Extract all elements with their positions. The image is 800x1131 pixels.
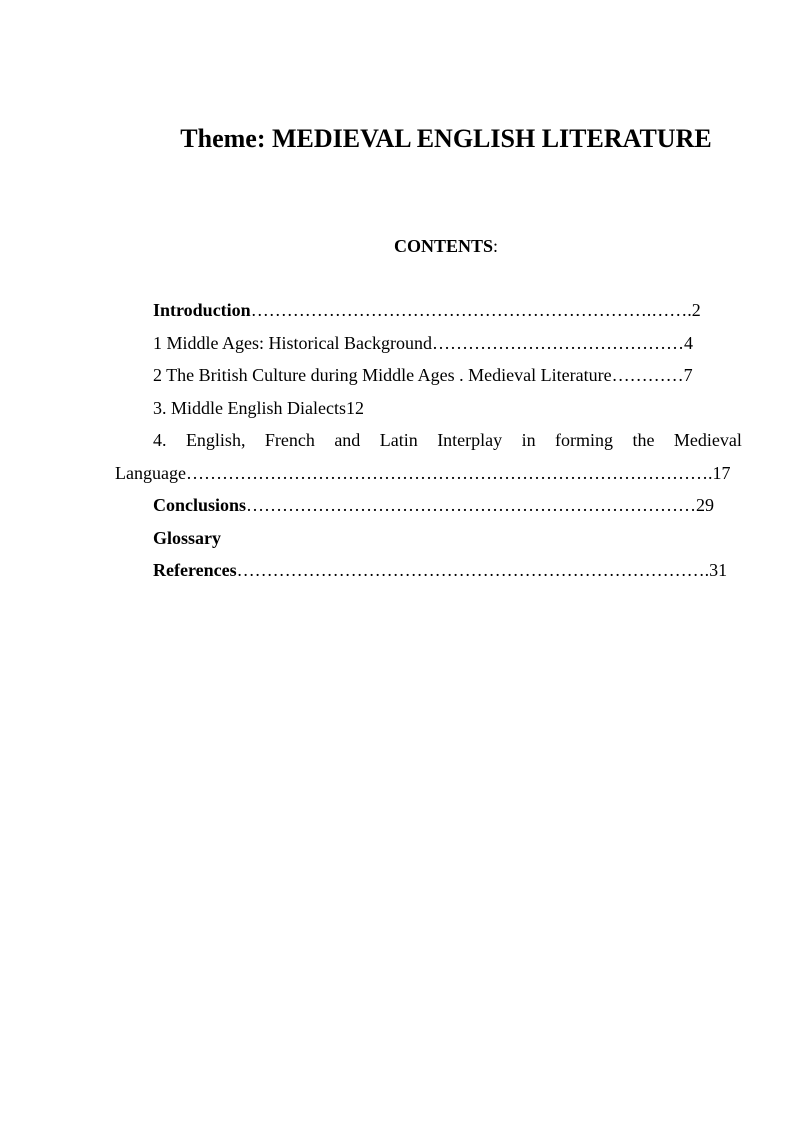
toc-entry-interplay[interactable] [153,428,742,452]
toc-entry-leader: …………………………………… [431,333,684,353]
toc-entry-title-word: in [521,430,536,450]
toc-entry-title-word: Medieval [673,430,742,450]
toc-entry-title-word: forming [555,430,614,450]
toc-entry-leader: ………………………………………………………….……. [250,300,692,320]
toc-entry-title-word: and [334,430,361,450]
toc-entry-title-word: Latin [379,430,418,450]
toc-entry-title: Glossary [153,528,222,548]
toc-entry-british-culture[interactable] [153,363,693,387]
toc-entry-leader: ……………………………………………………………………………. [185,463,713,483]
toc-entry-page: 2 [691,300,701,320]
toc-entry-interplay-continued[interactable] [115,461,730,485]
page-title: Theme: MEDIEVAL ENGLISH LITERATURE [180,124,712,153]
toc-entry-title: 2 The British Culture during Middle Ages . Medieval Literature [153,365,612,385]
toc-entry-glossary[interactable] [153,526,221,550]
toc-entry-title-word: French [264,430,315,450]
toc-entry-title-word: the [632,430,655,450]
toc-entry-title-continued: Language [115,463,186,483]
toc-entry-title-word: Interplay [437,430,503,450]
toc-entry-title: Introduction [153,300,251,320]
toc-entry-leader: ………………………………………………………………… [246,495,697,515]
toc-entry-title-word: English, [185,430,246,450]
contents-heading [0,234,800,258]
toc-entry-page: 7 [683,365,693,385]
contents-heading-colon: : [493,236,499,256]
toc-entry-title: 3. Middle English Dialects [153,398,346,418]
toc-entry-title: 1 Middle Ages: Historical Background [153,333,432,353]
toc-entry-leader: ……………………………………………………………………. [236,560,710,580]
toc-entry-title: Conclusions [153,495,247,515]
toc-entry-page: 29 [696,495,715,515]
toc-entry-page: 4 [683,333,693,353]
toc-entry-page: 31 [709,560,728,580]
toc-entry-leader: ………… [611,365,684,385]
toc-entry-title: References [153,560,237,580]
toc-entry-historical-background[interactable] [153,331,693,355]
toc-entry-page: 17 [712,463,731,483]
toc-entry-title-word: 4. [153,430,167,450]
toc-entry-dialects[interactable] [153,396,364,420]
toc-entry-conclusions[interactable] [153,493,714,517]
contents-heading-label: CONTENTS [393,236,493,256]
toc-entry-introduction[interactable] [153,298,701,322]
toc-entry-page: 12 [345,398,364,418]
toc-entry-references[interactable] [153,558,727,582]
